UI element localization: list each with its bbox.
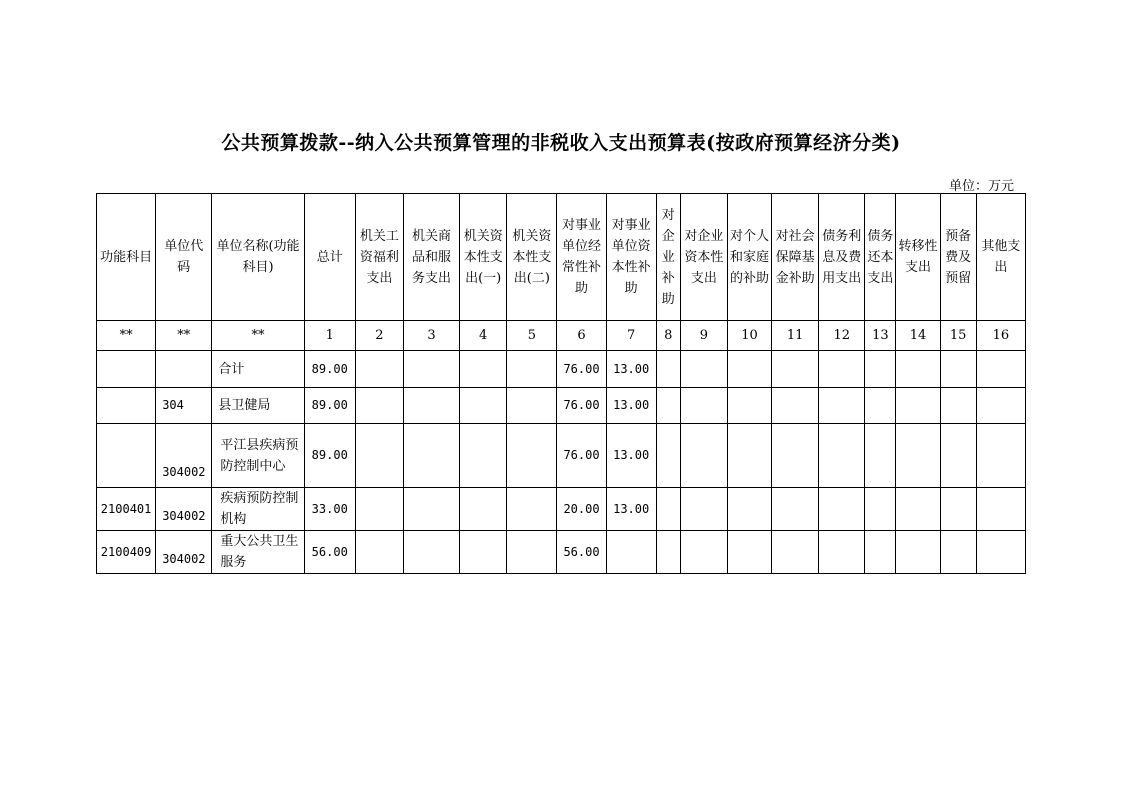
header-cell: 总计 — [304, 194, 355, 321]
empty-cell — [460, 388, 507, 424]
col7-cell: 13.00 — [606, 488, 656, 531]
unit-label: 单位：万元 — [948, 179, 1014, 194]
header-cell: 机关资本性支出(一) — [460, 194, 507, 321]
empty-cell — [656, 388, 680, 424]
index-cell: 9 — [680, 321, 727, 351]
table-row — [97, 388, 1026, 424]
empty-cell — [727, 351, 771, 388]
index-cell: 5 — [507, 321, 557, 351]
empty-cell — [727, 388, 771, 424]
empty-cell — [680, 488, 727, 531]
empty-cell — [819, 388, 865, 424]
empty-cell — [772, 388, 819, 424]
index-cell: 14 — [896, 321, 940, 351]
empty-cell — [460, 488, 507, 531]
index-cell: 7 — [606, 321, 656, 351]
col6-cell: 76.00 — [557, 424, 606, 488]
empty-cell — [680, 531, 727, 574]
index-cell: 1 — [304, 321, 355, 351]
empty-cell — [403, 488, 459, 531]
func-code-cell — [97, 351, 156, 388]
table-row — [97, 351, 1026, 388]
empty-cell — [403, 531, 459, 574]
func-code-cell — [97, 424, 156, 488]
col7-cell: 13.00 — [606, 424, 656, 488]
empty-cell — [976, 351, 1025, 388]
header-cell: 机关商品和服务支出 — [403, 194, 459, 321]
header-cell: 单位代码 — [156, 194, 212, 321]
unit-name-cell: 疾病预防控制机构 — [212, 488, 304, 531]
empty-cell — [403, 388, 459, 424]
index-cell: 12 — [819, 321, 865, 351]
empty-cell — [507, 424, 557, 488]
empty-cell — [656, 531, 680, 574]
table-row — [97, 488, 1026, 531]
empty-cell — [507, 488, 557, 531]
col7-cell: 13.00 — [606, 351, 656, 388]
header-cell: 其他支出 — [976, 194, 1025, 321]
func-code-cell: 2100409 — [97, 531, 156, 574]
header-cell: 对社会保障基金补助 — [772, 194, 819, 321]
header-cell: 债务利息及费用支出 — [819, 194, 865, 321]
unit-name-cell: 重大公共卫生服务 — [212, 531, 304, 574]
index-cell: 13 — [865, 321, 896, 351]
empty-cell — [865, 531, 896, 574]
empty-cell — [976, 531, 1025, 574]
empty-cell — [727, 424, 771, 488]
header-cell: 功能科目 — [97, 194, 156, 321]
unit-code-cell: 304002 — [156, 531, 212, 574]
empty-cell — [460, 424, 507, 488]
empty-cell — [976, 388, 1025, 424]
unit-code-cell: 304 — [156, 388, 212, 424]
header-cell: 对事业单位资本性补助 — [606, 194, 656, 321]
empty-cell — [656, 424, 680, 488]
index-cell: 11 — [772, 321, 819, 351]
index-cell: 16 — [976, 321, 1025, 351]
total-cell: 56.00 — [304, 531, 355, 574]
empty-cell — [940, 531, 976, 574]
empty-cell — [403, 424, 459, 488]
empty-cell — [403, 351, 459, 388]
empty-cell — [656, 351, 680, 388]
empty-cell — [680, 388, 727, 424]
header-cell: 机关资本性支出(二) — [507, 194, 557, 321]
index-cell: 8 — [656, 321, 680, 351]
index-cell: 4 — [460, 321, 507, 351]
empty-cell — [940, 388, 976, 424]
header-row — [97, 194, 1026, 321]
empty-cell — [819, 351, 865, 388]
empty-cell — [355, 424, 403, 488]
empty-cell — [460, 531, 507, 574]
empty-cell — [940, 488, 976, 531]
header-cell: 对个人和家庭的补助 — [727, 194, 771, 321]
empty-cell — [976, 488, 1025, 531]
empty-cell — [355, 388, 403, 424]
index-cell: ** — [156, 321, 212, 351]
empty-cell — [896, 488, 940, 531]
empty-cell — [865, 351, 896, 388]
total-cell: 89.00 — [304, 388, 355, 424]
header-cell: 对企业资本性支出 — [680, 194, 727, 321]
empty-cell — [727, 531, 771, 574]
empty-cell — [772, 488, 819, 531]
col7-cell: 13.00 — [606, 388, 656, 424]
index-cell: 15 — [940, 321, 976, 351]
index-cell: ** — [97, 321, 156, 351]
index-cell: 10 — [727, 321, 771, 351]
table-row — [97, 531, 1026, 574]
unit-name-cell: 县卫健局 — [212, 388, 304, 424]
table-row — [97, 424, 1026, 488]
unit-name-cell: 合计 — [212, 351, 304, 388]
empty-cell — [772, 351, 819, 388]
empty-cell — [976, 424, 1025, 488]
header-cell: 单位名称(功能科目) — [212, 194, 304, 321]
empty-cell — [819, 488, 865, 531]
index-cell: 2 — [355, 321, 403, 351]
budget-table — [96, 193, 1026, 574]
total-cell: 89.00 — [304, 351, 355, 388]
header-cell: 预备费及预留 — [940, 194, 976, 321]
header-cell: 机关工资福利支出 — [355, 194, 403, 321]
index-row — [97, 321, 1026, 351]
header-cell: 转移性支出 — [896, 194, 940, 321]
empty-cell — [896, 531, 940, 574]
empty-cell — [865, 488, 896, 531]
empty-cell — [680, 424, 727, 488]
header-cell: 对事业单位经常性补助 — [557, 194, 606, 321]
empty-cell — [896, 351, 940, 388]
total-cell: 33.00 — [304, 488, 355, 531]
empty-cell — [507, 351, 557, 388]
empty-cell — [656, 488, 680, 531]
header-cell: 对企业补助 — [656, 194, 680, 321]
empty-cell — [865, 424, 896, 488]
col6-cell: 76.00 — [557, 388, 606, 424]
empty-cell — [819, 531, 865, 574]
total-cell: 89.00 — [304, 424, 355, 488]
col6-cell: 56.00 — [557, 531, 606, 574]
index-cell: 6 — [557, 321, 606, 351]
col6-cell: 20.00 — [557, 488, 606, 531]
empty-cell — [727, 488, 771, 531]
unit-code-cell — [156, 351, 212, 388]
empty-cell — [940, 424, 976, 488]
unit-code-cell: 304002 — [156, 488, 212, 531]
empty-cell — [507, 531, 557, 574]
func-code-cell — [97, 388, 156, 424]
empty-cell — [460, 351, 507, 388]
page-title: 公共预算拨款--纳入公共预算管理的非税收入支出预算表(按政府预算经济分类) — [221, 132, 901, 154]
empty-cell — [772, 424, 819, 488]
empty-cell — [896, 424, 940, 488]
empty-cell — [355, 351, 403, 388]
empty-cell — [940, 351, 976, 388]
empty-cell — [680, 351, 727, 388]
empty-cell — [865, 388, 896, 424]
unit-name-cell: 平江县疾病预防控制中心 — [212, 424, 304, 488]
empty-cell — [896, 388, 940, 424]
empty-cell — [355, 488, 403, 531]
empty-cell — [507, 388, 557, 424]
empty-cell — [355, 531, 403, 574]
header-cell: 债务还本支出 — [865, 194, 896, 321]
col7-cell — [606, 531, 656, 574]
unit-code-cell: 304002 — [156, 424, 212, 488]
col6-cell: 76.00 — [557, 351, 606, 388]
func-code-cell: 2100401 — [97, 488, 156, 531]
empty-cell — [819, 424, 865, 488]
index-cell: ** — [212, 321, 304, 351]
empty-cell — [772, 531, 819, 574]
index-cell: 3 — [403, 321, 459, 351]
